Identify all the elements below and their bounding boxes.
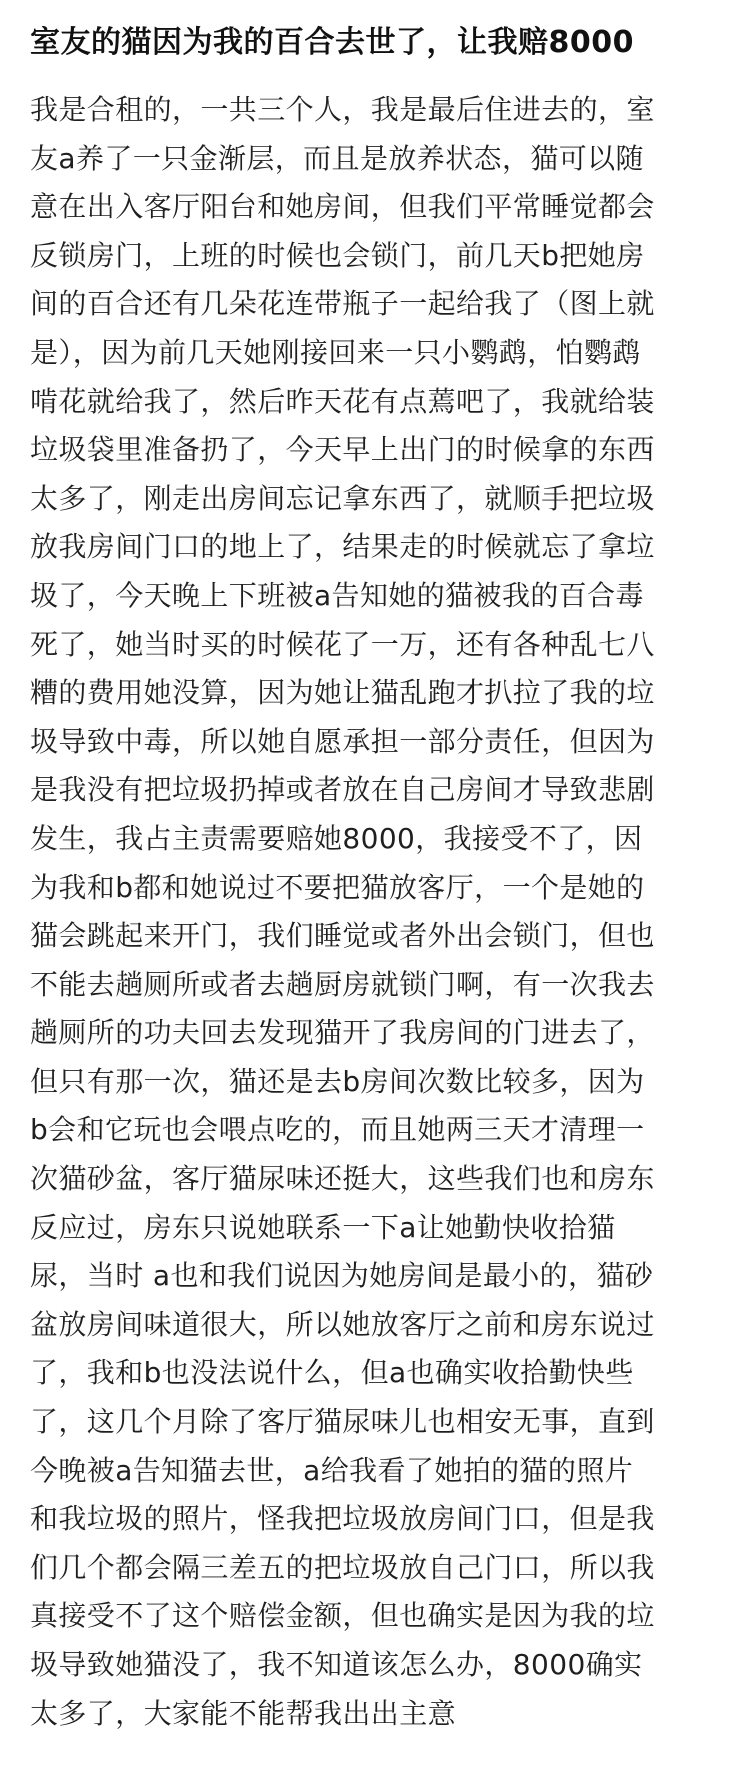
body-line: 但只有那一次，猫还是去b房间次数比较多，因为 bbox=[30, 1064, 645, 1098]
body-line: 糟的费用她没算，因为她让猫乱跑才扒拉了我的垃 bbox=[30, 676, 655, 710]
body-line: 猫会跳起来开门，我们睡觉或者外出会锁门，但也 bbox=[30, 919, 655, 953]
body-line: 放我房间门口的地上了，结果走的时候就忘了拿垃 bbox=[30, 530, 655, 564]
body-line: 真接受不了这个赔偿金额，但也确实是因为我的垃 bbox=[30, 1599, 655, 1633]
body-line: 太多了，刚走出房间忘记拿东西了，就顺手把垃圾 bbox=[30, 481, 655, 515]
body-line: 死了，她当时买的时候花了一万，还有各种乱七八 bbox=[30, 627, 655, 661]
body-line: 们几个都会隔三差五的把垃圾放自己门口，所以我 bbox=[30, 1550, 655, 1584]
body-line: 太多了，大家能不能帮我出出主意 bbox=[30, 1696, 457, 1730]
body-line: 次猫砂盆，客厅猫尿味还挺大，这些我们也和房东 bbox=[30, 1162, 655, 1196]
body-line: 今晚被a告知猫去世，a给我看了她拍的猫的照片 bbox=[30, 1453, 634, 1487]
body-line: 意在出入客厅阳台和她房间，但我们平常睡觉都会 bbox=[30, 190, 655, 224]
body-line: 我是合租的，一共三个人，我是最后住进去的，室 bbox=[30, 93, 655, 126]
body-line: 是），因为前几天她刚接回来一只小鹦鹉，怕鹦鹉 bbox=[30, 335, 641, 369]
body-line: 啃花就给我了，然后昨天花有点蔫吧了，我就给装 bbox=[30, 384, 655, 418]
body-line: 和我垃圾的照片，怪我把垃圾放房间门口，但是我 bbox=[30, 1502, 655, 1536]
body-line: 圾导致中毒，所以她自愿承担一部分责任，但因为 bbox=[30, 724, 655, 758]
body-line: 尿，当时 a也和我们说因为她房间是最小的，猫砂 bbox=[30, 1259, 654, 1293]
body-line: 为我和b都和她说过不要把猫放客厅，一个是她的 bbox=[30, 870, 645, 904]
body-line: 了，这几个月除了客厅猫尿味儿也相安无事，直到 bbox=[30, 1405, 655, 1439]
body-line: 圾导致她猫没了，我不知道该怎么办，8000确实 bbox=[30, 1648, 643, 1681]
body-line: 反应过，房东只说她联系一下a让她勤快收拾猫 bbox=[30, 1210, 616, 1244]
body-line: 是我没有把垃圾扔掉或者放在自己房间才导致悲剧 bbox=[30, 773, 655, 807]
body-line: 发生，我占主责需要赔她8000，我接受不了，因 bbox=[30, 821, 643, 855]
body-line: 间的百合还有几朵花连带瓶子一起给我了（图上就 bbox=[30, 287, 655, 321]
body-line: 盆放房间味道很大，所以她放客厅之前和房东说过 bbox=[30, 1307, 655, 1341]
body-line: 趟厕所的功夫回去发现猫开了我房间的门进去了， bbox=[30, 1016, 655, 1050]
body-line: 圾了，今天晚上下班被a告知她的猫被我的百合毒 bbox=[30, 578, 644, 612]
body-line: 反锁房门，上班的时候也会锁门，前几天b把她房 bbox=[30, 238, 645, 272]
body-line: b会和它玩也会喂点吃的，而且她两三天才清理一 bbox=[30, 1113, 645, 1147]
body-line: 垃圾袋里准备扔了，今天早上出门的时候拿的东西 bbox=[30, 433, 655, 467]
body-line: 不能去趟厕所或者去趟厨房就锁门啊，有一次我去 bbox=[30, 967, 655, 1001]
body-line: 了，我和b也没法说什么，但a也确实收拾勤快些 bbox=[30, 1356, 634, 1390]
post-title: 室友的猫因为我的百合去世了，让我赔8000 bbox=[30, 25, 634, 60]
body-line: 友a养了一只金渐层，而且是放养状态，猫可以随 bbox=[30, 141, 644, 175]
post-body bbox=[30, 86, 724, 1738]
